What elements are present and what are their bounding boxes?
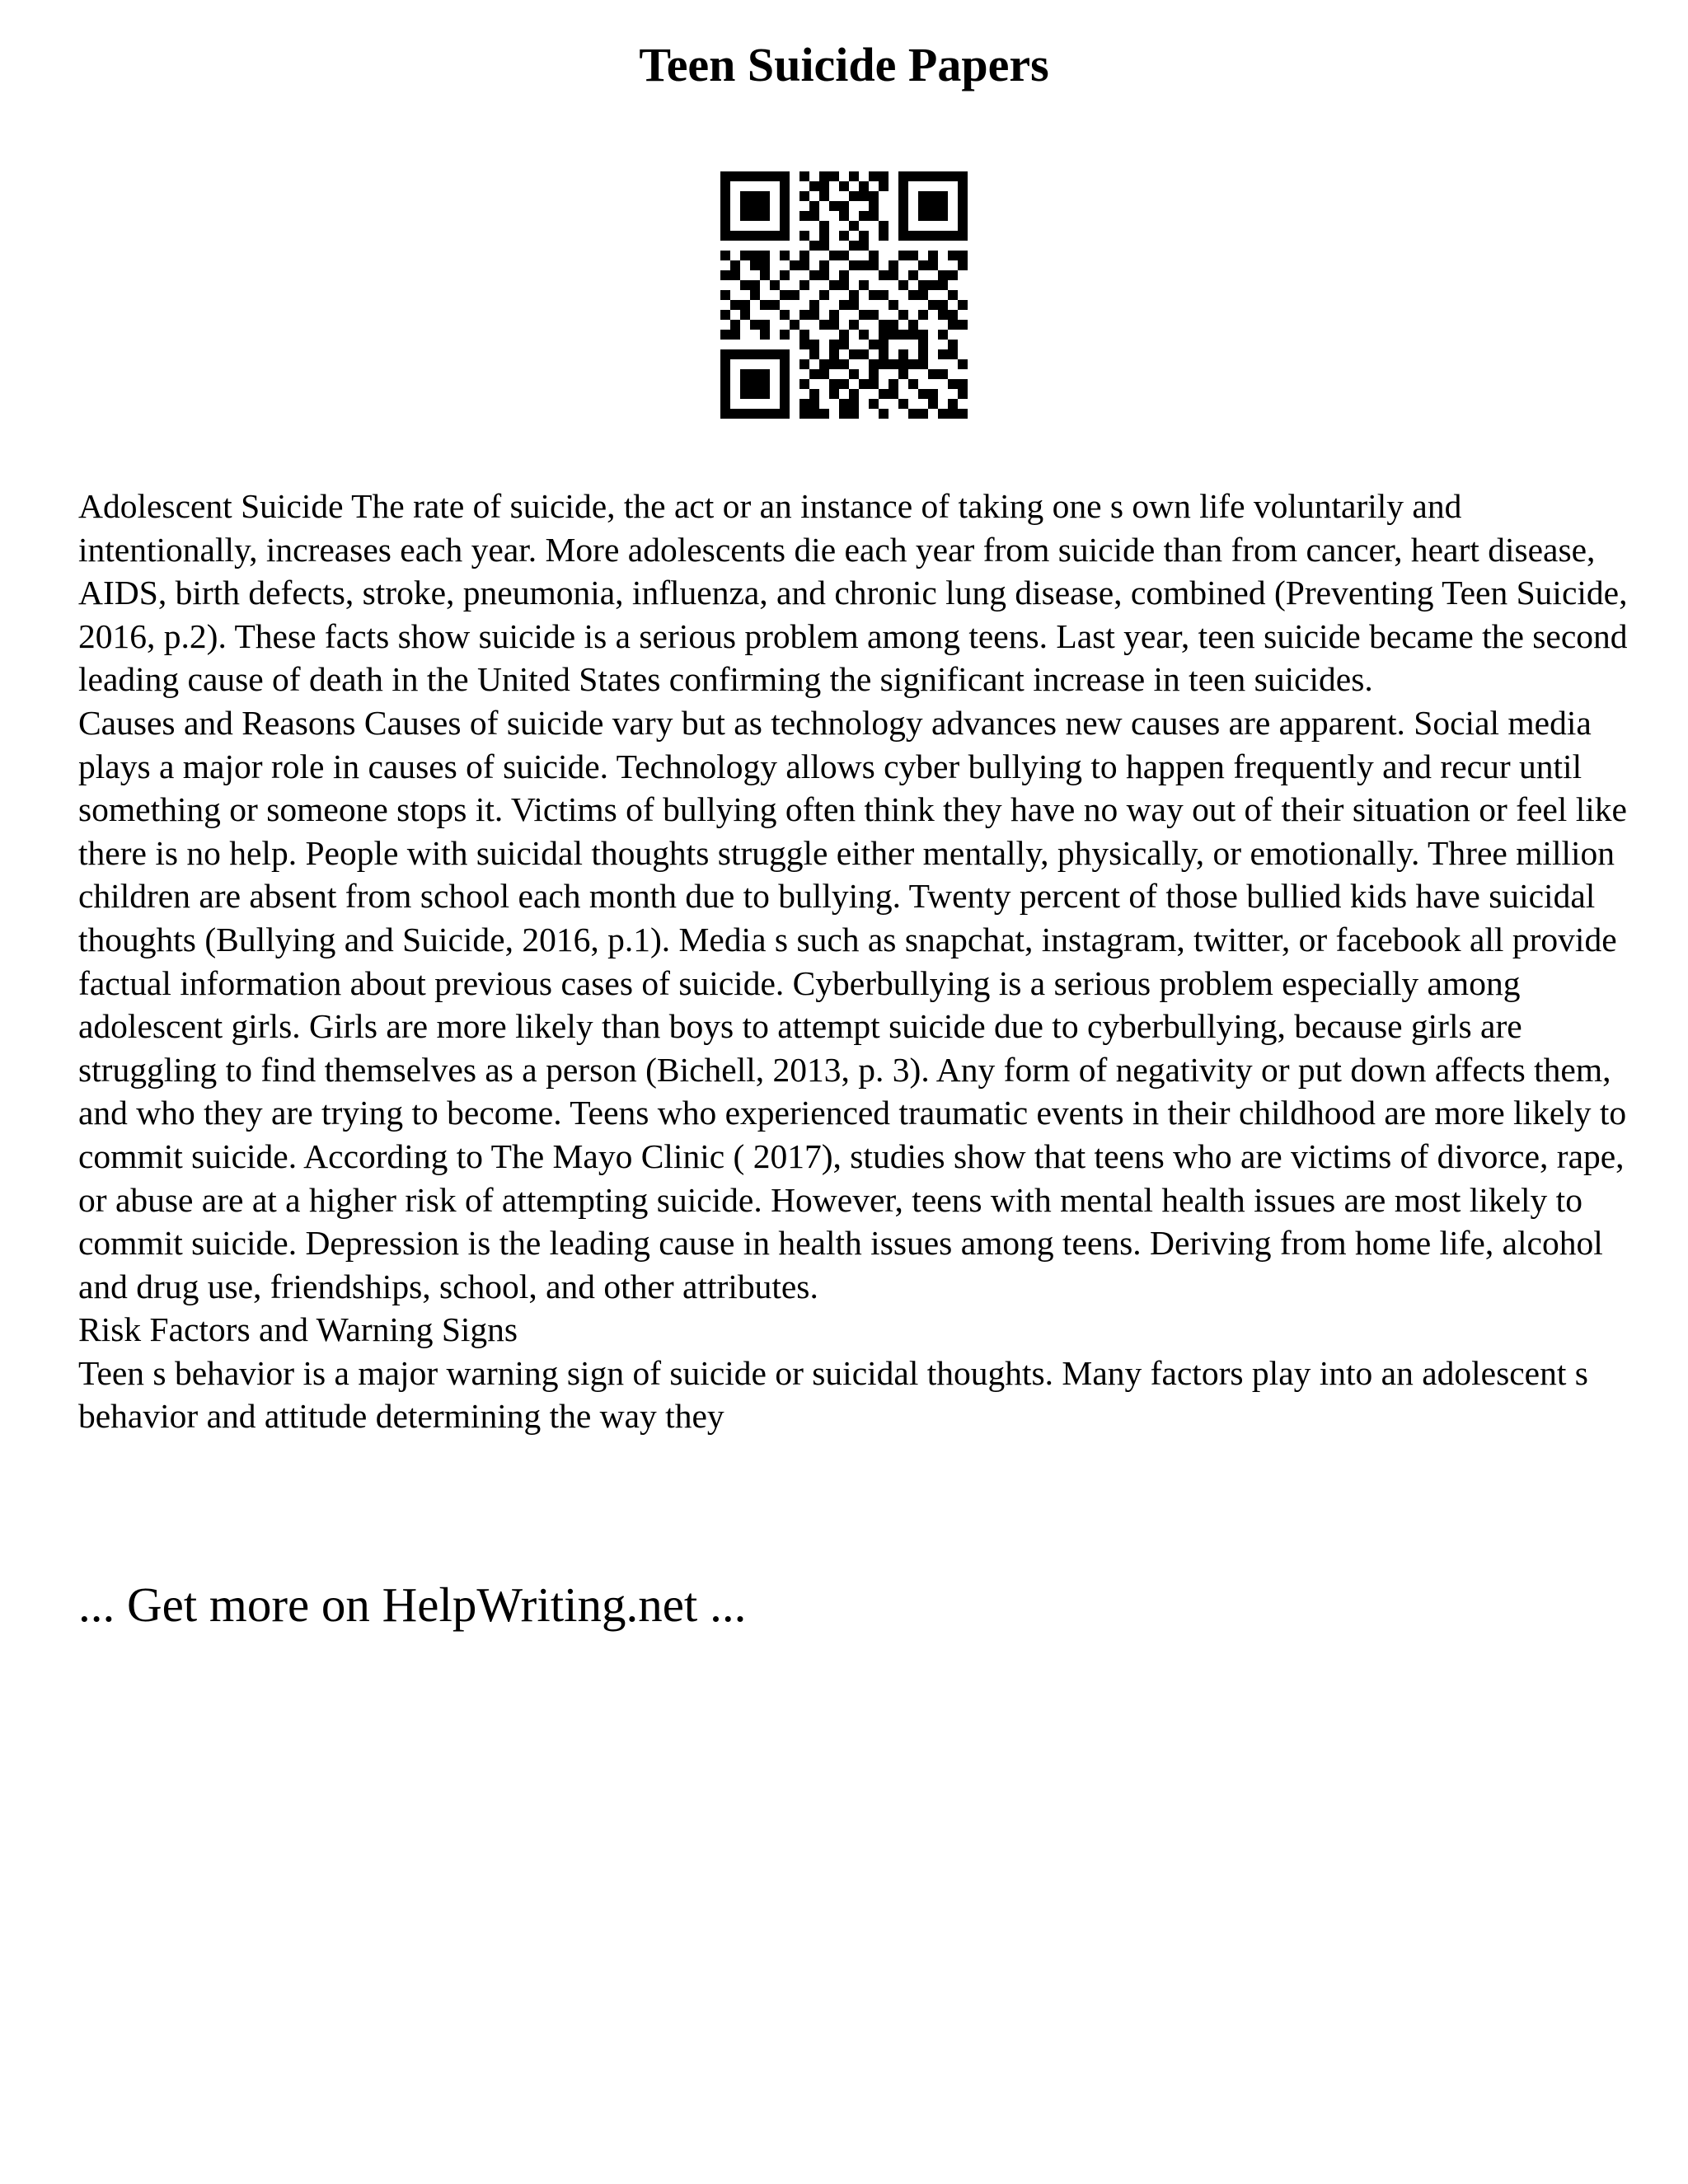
paragraph-warning-signs: Teen s behavior is a major warning sign of suicide or suicidal thoughts. Many factors play into an adolescent s behavior and attitude determining the way they <box>78 1353 1588 1436</box>
paragraph-causes-and-reasons: Causes and Reasons Causes of suicide vary but as technology advances new causes are apparent. Social media plays a major role in causes of suicide. Technology allows cyber bullying to happen frequently and recur until something or someone stops it. Victims of bullying often think they have no way out of their situation or feel like there is no help. People with suicidal thoughts struggle either mentally, physically, or emotionally. Three million children are absent from school each month due to bullying. Twenty percent of those bullied kids have suicidal thoughts (Bullying and Suicide, 2016, p.1). Media s such as snapchat, instagram, twitter, or facebook all provide factual information about previous cases of suicide. Cyberbullying is a serious problem especially among adolescent girls. Girls are more likely than boys to attempt suicide due to cyberbullying, because girls are struggling to find themselves as a person (Bichell, 2013, p. 3). Any form of negativity or put down affects them, and who they are trying to become. Teens who experienced traumatic events in their childhood are more likely to commit suicide. According to The Mayo Clinic ( 2017), studies show that teens who are victims of divorce, rape, or abuse are at a higher risk of attempting suicide. However, teens with mental health issues are most likely to commit suicide. Depression is the leading cause in health issues among teens. Deriving from home life, alcohol and drug use, friendships, school, and other attributes. <box>78 703 1627 1305</box>
page-title: Teen Suicide Papers <box>639 38 1049 91</box>
qr-code <box>720 171 968 419</box>
article-body <box>78 485 1628 1438</box>
heading-risk-factors: Risk Factors and Warning Signs <box>78 1310 518 1349</box>
paragraph-introduction: Adolescent Suicide The rate of suicide, the act or an instance of taking one s own life voluntarily and intentionally, increases each year. More adolescents die each year from suicide than from cancer, heart disease, AIDS, birth defects, stroke, pneumonia, influenza, and chronic lung disease, combined (Preventing Teen Suicide, 2016, p.2). These facts show suicide is a serious problem among teens. Last year, teen suicide became the second leading cause of death in the United States confirming the significant increase in teen suicides. <box>78 487 1628 699</box>
qr-code-icon <box>720 171 968 419</box>
get-more-link[interactable]: ... Get more on HelpWriting.net ... <box>78 1577 747 1632</box>
